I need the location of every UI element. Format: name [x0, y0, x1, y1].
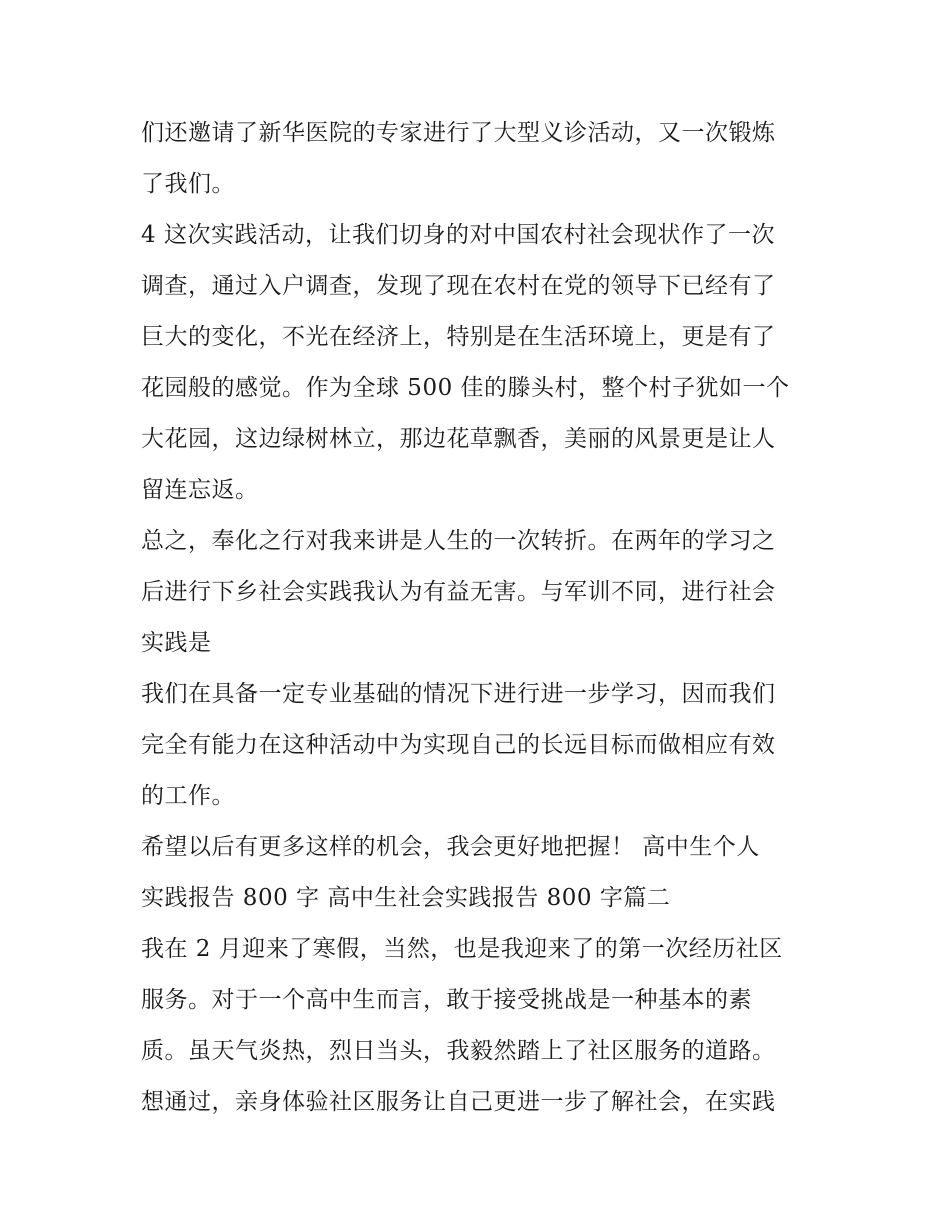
text-line: 调查，通过入户调查，发现了现在农村在党的领导下已经有了: [141, 273, 776, 299]
text-line: 我们在具备一定专业基础的情况下进行进一步学习，因而我们: [141, 681, 776, 707]
text-line: 了我们。: [141, 171, 235, 197]
text-line: 实践是: [141, 630, 212, 656]
text-line: 巨大的变化，不光在经济上，特别是在生活环境上，更是有了: [141, 324, 776, 350]
text-line: 完全有能力在这种活动中为实现自己的长远目标而做相应有效: [141, 732, 776, 758]
text-line: 大花园，这边绿树林立，那边花草飘香，美丽的风景更是让人: [141, 426, 776, 452]
text-line: 想通过，亲身体验社区服务让自己更进一步了解社会，在实践: [141, 1089, 776, 1115]
text-line: 我在 2 月迎来了寒假，当然，也是我迎来了的第一次经历社区: [141, 936, 783, 962]
text-line: 留连忘返。: [141, 477, 259, 503]
text-line: 后进行下乡社会实践我认为有益无害。与军训不同，进行社会: [141, 579, 776, 605]
text-line: 服务。对于一个高中生而言，敢于接受挑战是一种基本的素: [141, 987, 752, 1013]
text-line: 质。虽天气炎热，烈日当头，我毅然踏上了社区服务的道路。: [141, 1038, 776, 1064]
document-body: [141, 108, 821, 1128]
text-line: 花园般的感觉。作为全球 500 佳的滕头村，整个村子犹如一个: [141, 375, 790, 401]
text-line: 们还邀请了新华医院的专家进行了大型义诊活动，又一次锻炼: [141, 120, 776, 146]
text-line: 的工作。: [141, 783, 235, 809]
text-line: 4 这次实践活动，让我们切身的对中国农村社会现状作了一次: [141, 222, 775, 248]
text-line: 实践报告 800 字 高中生社会实践报告 800 字篇二: [141, 885, 671, 911]
text-line: 总之，奉化之行对我来讲是人生的一次转折。在两年的学习之: [141, 528, 776, 554]
text-line: 希望以后有更多这样的机会，我会更好地把握！ 高中生个人: [141, 834, 760, 860]
